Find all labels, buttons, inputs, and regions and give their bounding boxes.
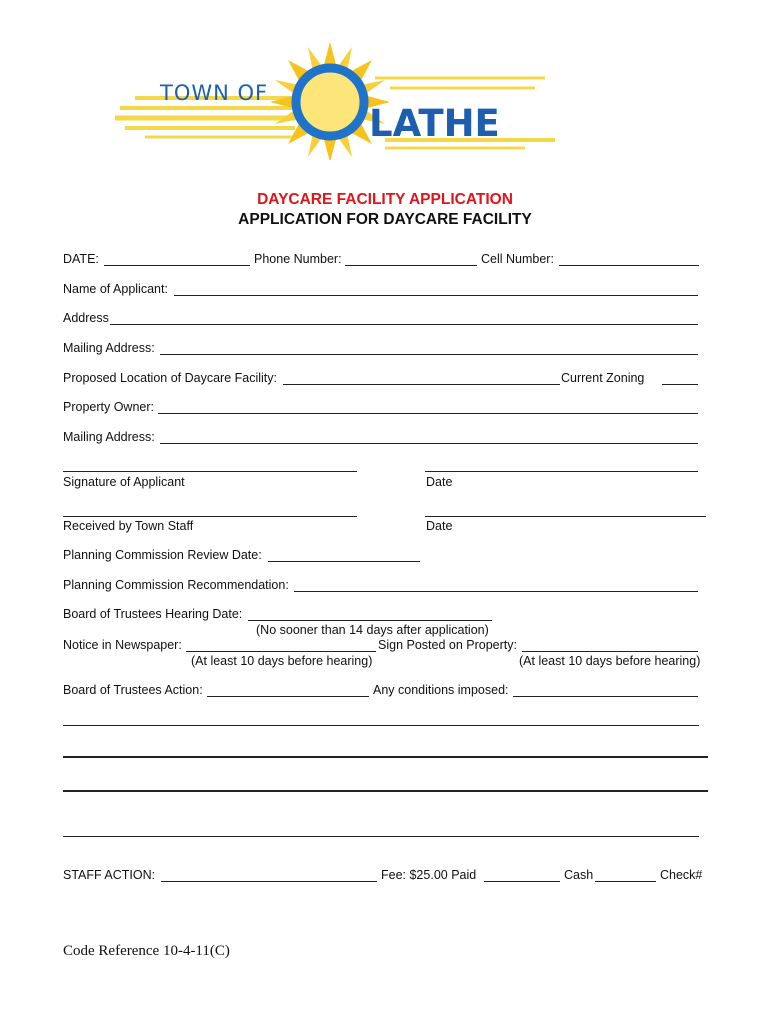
label-cash: Cash <box>564 868 594 882</box>
pc-recommendation-field[interactable] <box>294 591 698 592</box>
received-date-field[interactable] <box>425 516 706 517</box>
code-reference: Code Reference 10-4-11(C) <box>63 943 230 959</box>
label-pc-recommendation: Planning Commission Recommendation: <box>63 578 289 592</box>
blank-line-3[interactable] <box>63 790 708 792</box>
staff-action-field[interactable] <box>161 881 377 882</box>
label-mailing-address: Mailing Address: <box>63 341 155 355</box>
notice-newspaper-field[interactable] <box>186 651 376 652</box>
logo-text-lathe: LATHE <box>369 102 500 145</box>
bot-hearing-date-field[interactable] <box>248 620 492 621</box>
mailing-address-field[interactable] <box>160 354 698 355</box>
label-address: Address <box>63 311 109 325</box>
label-date: DATE: <box>63 252 99 266</box>
label-proposed-location: Proposed Location of Daycare Facility: <box>63 371 277 385</box>
date-field[interactable] <box>104 265 250 266</box>
property-owner-field[interactable] <box>158 413 698 414</box>
label-staff-action: STAFF ACTION: <box>63 868 156 882</box>
label-fee: Fee: $25.00 Paid <box>381 868 477 882</box>
label-phone: Phone Number: <box>254 252 342 266</box>
note-at-least-1: (At least 10 days before hearing) <box>191 654 373 668</box>
blank-line-2[interactable] <box>63 756 708 758</box>
bot-action-field[interactable] <box>207 696 369 697</box>
label-check: Check# <box>660 868 703 882</box>
fee-paid-field[interactable] <box>484 881 560 882</box>
applicant-name-field[interactable] <box>174 295 698 296</box>
label-conditions: Any conditions imposed: <box>373 683 509 697</box>
cell-field[interactable] <box>559 265 699 266</box>
mailing-address-2-field[interactable] <box>160 443 698 444</box>
label-signature-applicant: Signature of Applicant <box>63 475 185 489</box>
label-sign-posted: Sign Posted on Property: <box>378 638 517 652</box>
label-applicant-name: Name of Applicant: <box>63 282 168 296</box>
label-bot-action: Board of Trustees Action: <box>63 683 203 697</box>
title-red: DAYCARE FACILITY APPLICATION <box>257 191 513 208</box>
label-property-owner: Property Owner: <box>63 400 155 414</box>
town-logo <box>105 40 575 165</box>
blank-line-1[interactable] <box>63 725 699 726</box>
title-black: APPLICATION FOR DAYCARE FACILITY <box>238 211 532 228</box>
note-at-least-2: (At least 10 days before hearing) <box>519 654 701 668</box>
label-cell: Cell Number: <box>481 252 554 266</box>
address-field[interactable] <box>110 324 698 325</box>
phone-field[interactable] <box>345 265 477 266</box>
cash-field[interactable] <box>595 881 656 882</box>
pc-review-date-field[interactable] <box>268 561 420 562</box>
logo-text-town-of: TOWN OF <box>160 81 269 105</box>
label-received-staff: Received by Town Staff <box>63 519 194 533</box>
label-pc-review-date: Planning Commission Review Date: <box>63 548 262 562</box>
blank-line-4[interactable] <box>63 836 699 837</box>
label-current-zoning: Current Zoning <box>561 371 645 385</box>
note-no-sooner: (No sooner than 14 days after application) <box>256 623 489 637</box>
signature-applicant-field[interactable] <box>63 471 357 472</box>
sign-posted-field[interactable] <box>522 651 698 652</box>
label-date-1: Date <box>426 475 453 489</box>
label-bot-hearing-date: Board of Trustees Hearing Date: <box>63 607 243 621</box>
current-zoning-field[interactable] <box>662 384 698 385</box>
label-date-2: Date <box>426 519 453 533</box>
proposed-location-field[interactable] <box>283 384 560 385</box>
received-staff-field[interactable] <box>63 516 357 517</box>
conditions-field[interactable] <box>513 696 698 697</box>
label-mailing-address-2: Mailing Address: <box>63 430 155 444</box>
sun-logo-icon <box>105 40 575 160</box>
signature-date-field[interactable] <box>425 471 698 472</box>
label-notice-newspaper: Notice in Newspaper: <box>63 638 182 652</box>
